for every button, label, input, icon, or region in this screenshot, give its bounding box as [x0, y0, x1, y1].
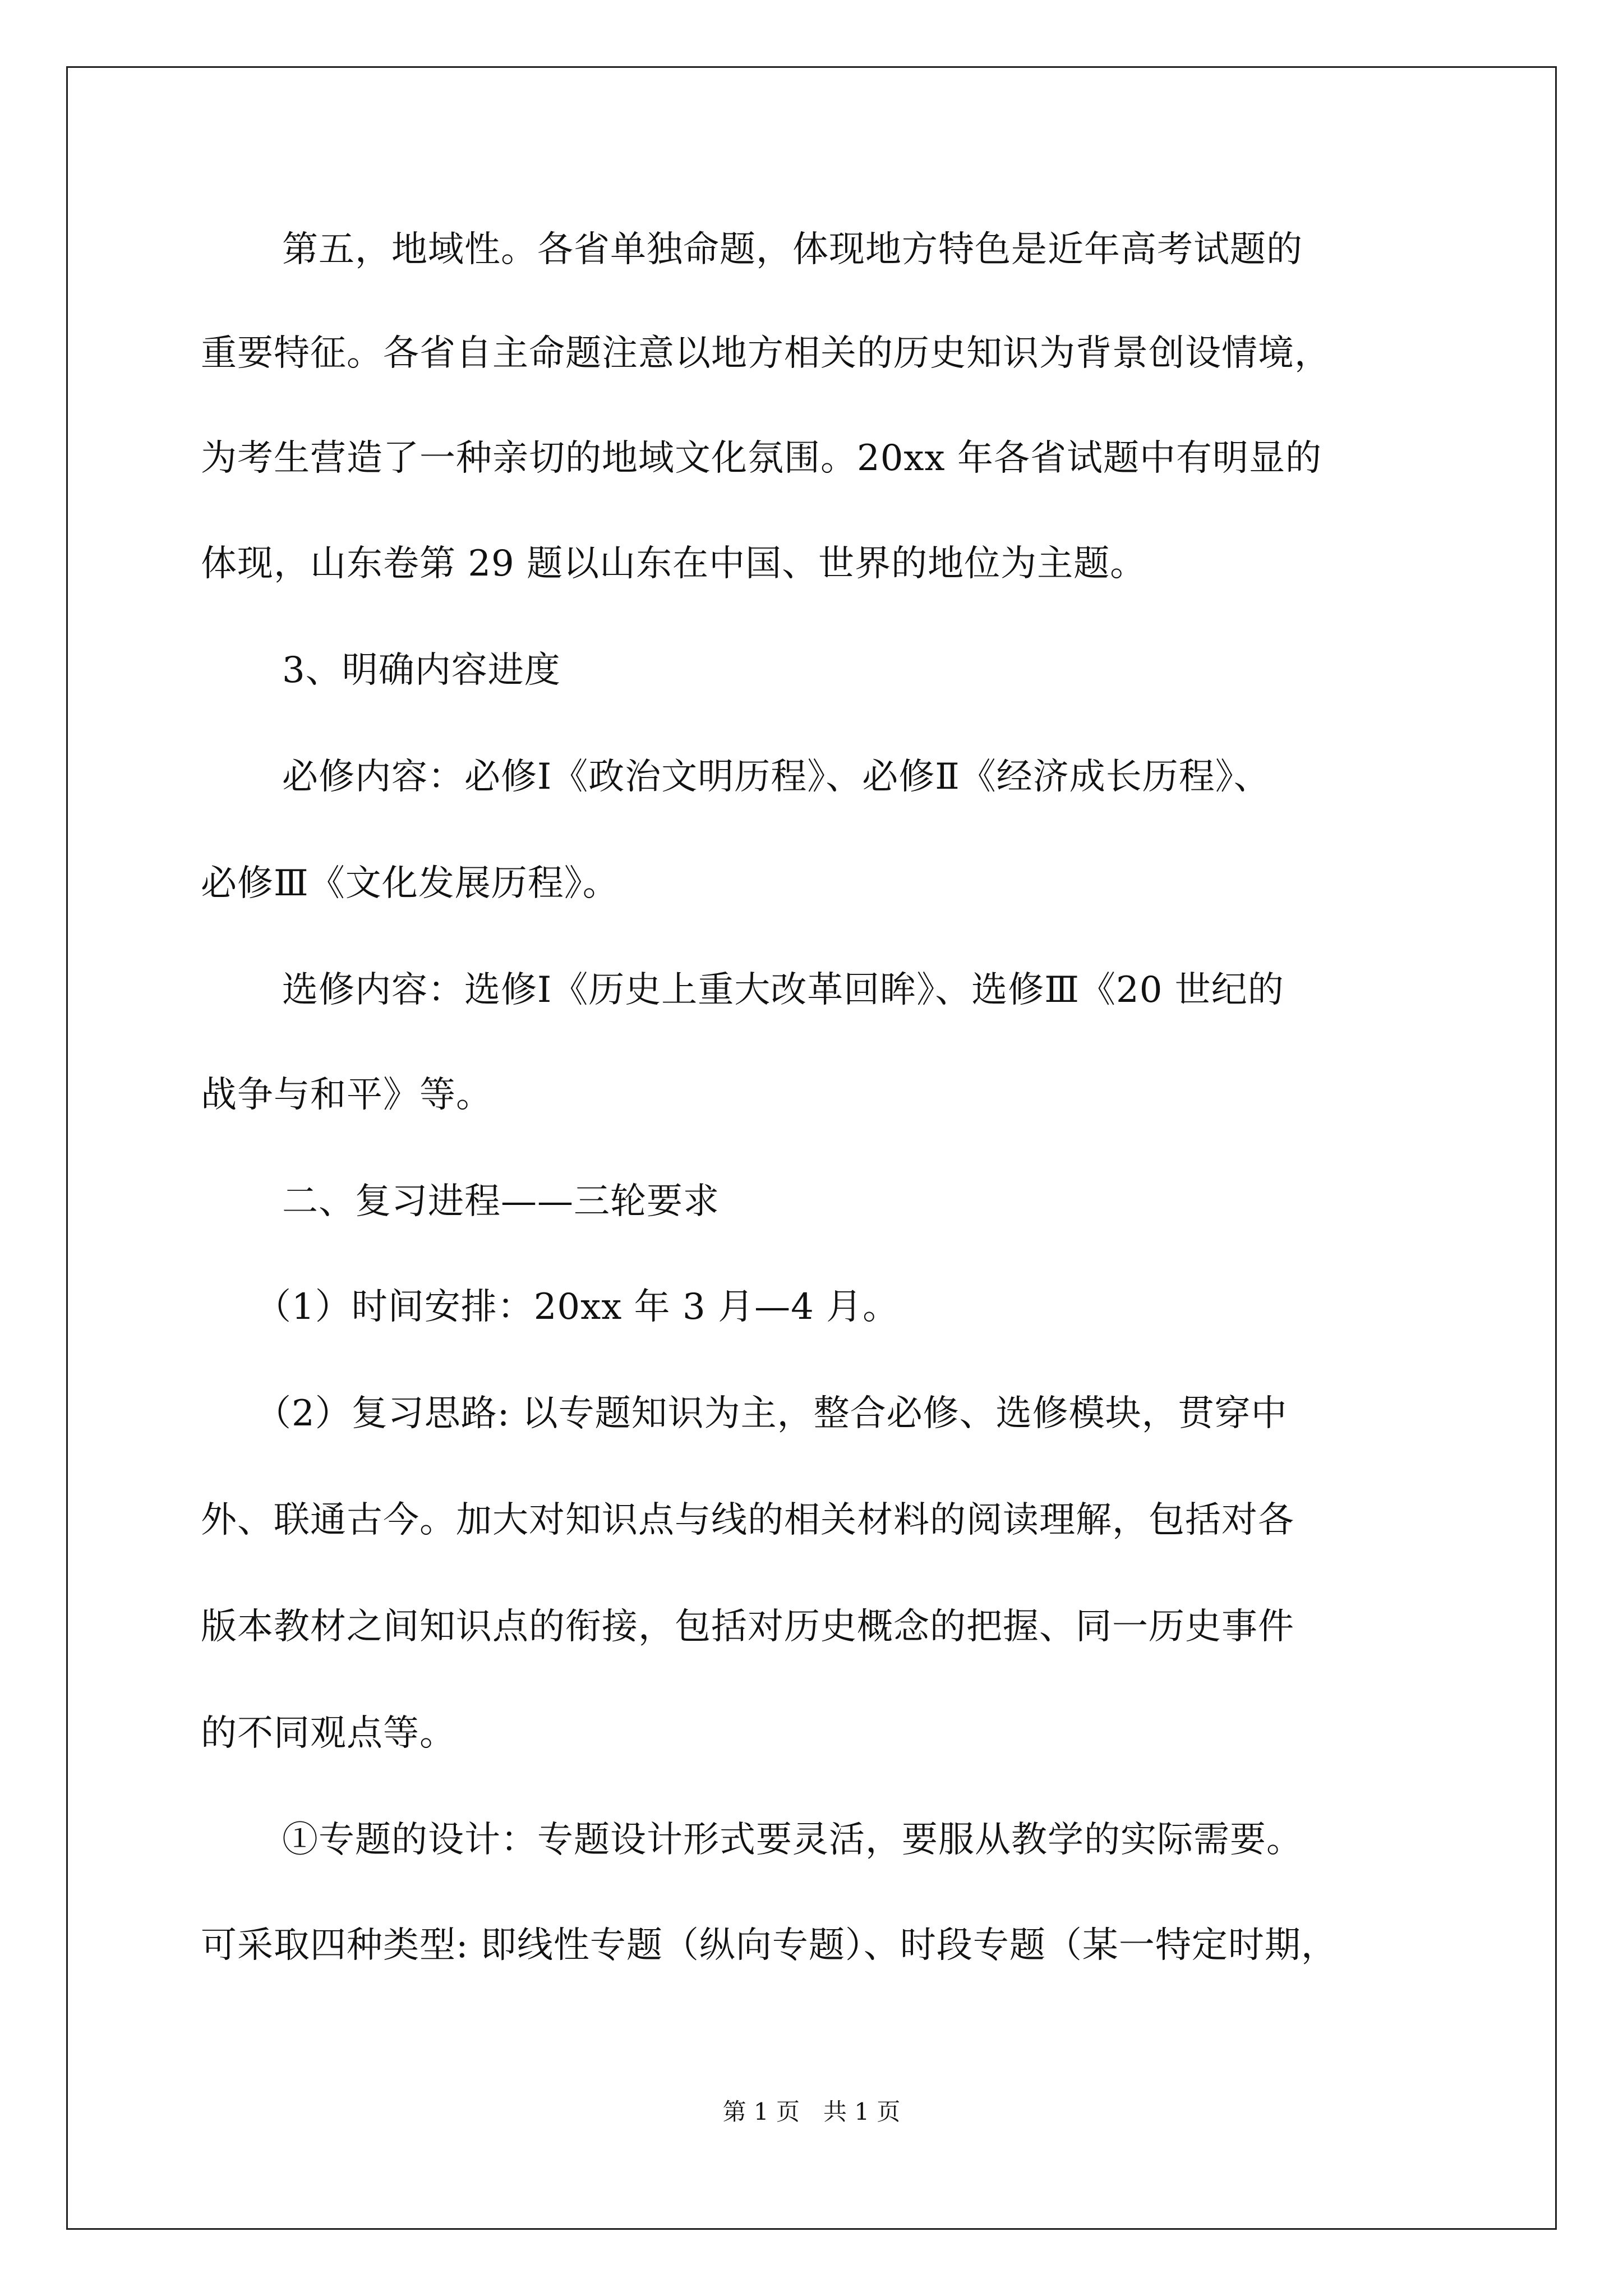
text-line: ①专题的设计：专题设计形式要灵活，要服从教学的实际需要。: [282, 1819, 1303, 1861]
text-line: 体现，山东卷第 29 题以山东在中国、世界的地位为主题。: [201, 543, 1147, 585]
text-line: 可采取四种类型: 即线性专题（纵向专题）、时段专题（某一特定时期，: [201, 1925, 1338, 1966]
text-line: 必修Ⅲ《文化发展历程》。: [201, 863, 619, 904]
text-line: 必修内容：必修Ⅰ《政治文明历程》、必修Ⅱ《经济成长历程》、: [282, 756, 1270, 798]
text-line: 外、联通古今。加大对知识点与线的相关材料的阅读理解，包括对各: [201, 1499, 1294, 1541]
text-line: 选修内容：选修Ⅰ《历史上重大改革回眸》、选修Ⅲ《20 世纪的: [282, 969, 1284, 1011]
section-heading: 3、明确内容进度: [282, 650, 561, 691]
text-line: （1）时间安排：20xx 年 3 月—4 月。: [255, 1286, 900, 1328]
text-line: 的不同观点等。: [201, 1713, 456, 1754]
page-border: [66, 66, 1557, 2230]
text-line: 为考生营造了一种亲切的地域文化氛围。20xx 年各省试题中有明显的: [201, 438, 1322, 479]
text-line: （2）复习思路: 以专题知识为主，整合必修、选修模块，贯穿中: [255, 1393, 1288, 1434]
page-footer: 第 1 页 共 1 页: [722, 2098, 901, 2125]
text-line: 重要特征。各省自主命题注意以地方相关的历史知识为背景创设情境，: [201, 333, 1331, 374]
section-heading: 二、复习进程——三轮要求: [282, 1181, 720, 1222]
text-line: 战争与和平》等。: [201, 1074, 492, 1116]
text-line: 版本教材之间知识点的衔接，包括对历史概念的把握、同一历史事件: [201, 1606, 1294, 1648]
text-line: 第五，地域性。各省单独命题，体现地方特色是近年高考试题的: [282, 229, 1303, 270]
